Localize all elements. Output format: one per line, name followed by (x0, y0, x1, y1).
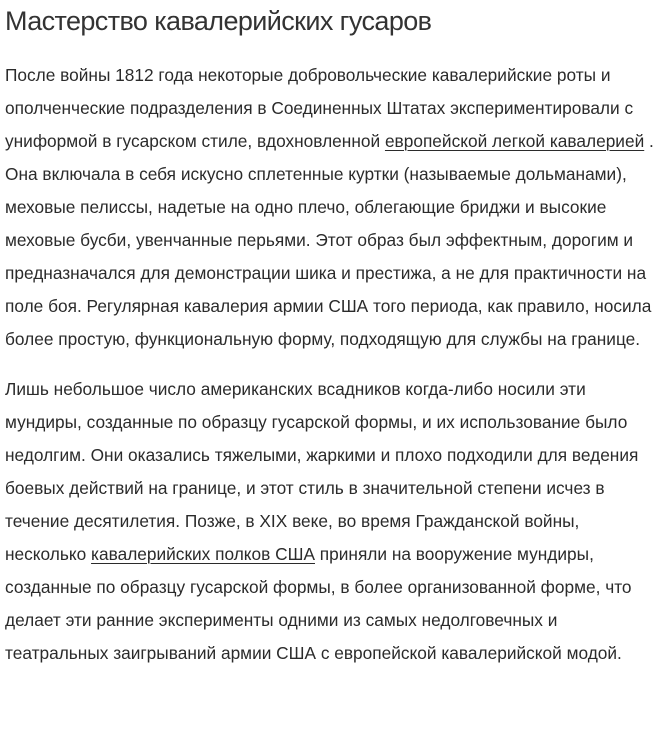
paragraph-2 (5, 373, 658, 670)
european-light-cavalry-link[interactable]: европейской легкой кавалерией (384, 131, 645, 151)
paragraph-1 (5, 59, 658, 356)
article-title: Мастерство кавалерийских гусаров (5, 6, 432, 36)
paragraph-1-text-start: После войны 1812 года некоторые добровольческие кавалерийские роты и ополченческие подразделения в Соединенных Штатах экспериментировали с униформой в гусарском стиле, вдохновленной (5, 65, 634, 151)
paragraph-2-text-start: Лишь небольшое число американских всадников когда-либо носили эти мундиры, созданные по образцу гусарской формы, и их использование было недолгим. Они оказались тяжелыми, жаркими и плохо подходили для ведения боевых действий на границе, и этот стиль в значительной степени исчез в течение десятилетия. Позже, в XIX веке, во время Гражданской войны, несколько (5, 379, 639, 564)
us-cavalry-regiments-link[interactable]: кавалерийских полков США (91, 544, 315, 564)
paragraph-2-text-end: приняли на вооружение мундиры, созданные по образцу гусарской формы, в более организованной форме, что делает эти ранние эксперименты одними из самых недолговечных и театральных заигрываний армии США с европейской кавалерийской модой. (5, 544, 632, 663)
paragraph-1-text-end: . Она включала в себя искусно сплетенные куртки (называемые дольманами), меховые пелиссы, надетые на одно плечо, облегающие бриджи и высокие меховые бусби, увенчанные перьями. Этот образ был эффектным, дорогим и предназначался для демонстрации шика и престижа, а не для практичности на поле боя. Регулярная кавалерия армии США того периода, как правило, носила более простую, функциональную форму, подходящую для службы на границе. (5, 131, 654, 349)
